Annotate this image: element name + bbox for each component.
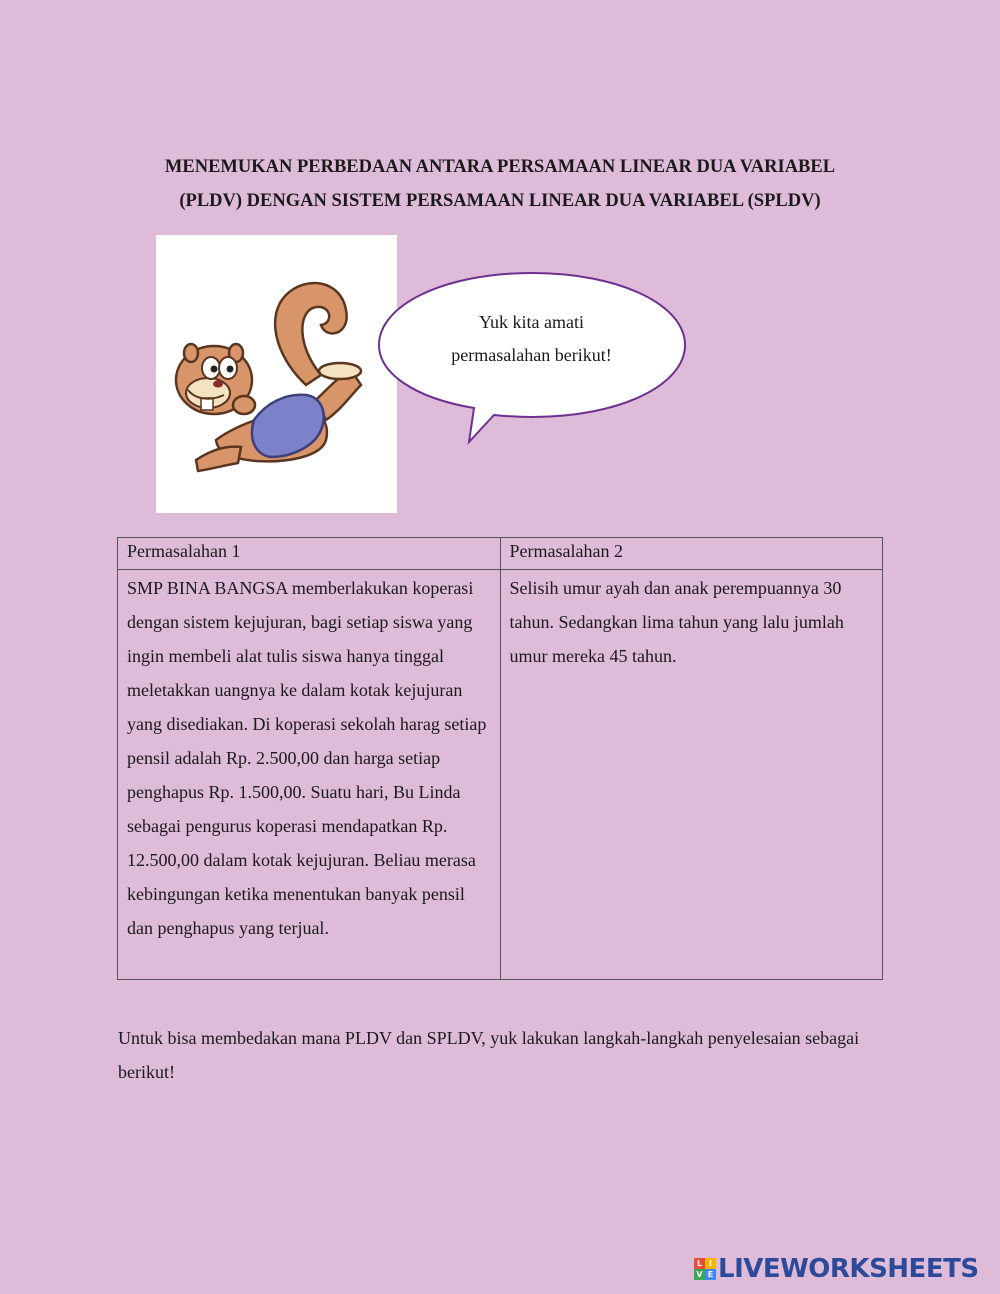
bubble-line-1: Yuk kita amati	[479, 312, 584, 332]
logo-letter-l: L	[694, 1258, 705, 1269]
problem-1-header: Permasalahan 1	[118, 538, 501, 570]
logo-cube-icon	[694, 1258, 716, 1280]
bubble-line-2: permasalahan berikut!	[451, 345, 612, 365]
instruction-text: Untuk bisa membedakan mana PLDV dan SPLDV, yuk lakukan langkah-langkah penyelesaian sebagai berikut!	[118, 1028, 860, 1082]
problem-1-body: SMP BINA BANGSA memberlakukan koperasi dengan sistem kejujuran, bagi setiap siswa yang ingin membeli alat tulis siswa hanya tinggal meletakkan uangnya ke dalam kotak kejujuran yang disediakan. Di koperasi sekolah harag setiap pensil adalah Rp. 2.500,00 dan harga setiap penghapus Rp. 1.500,00. Suatu hari, Bu Linda sebagai pengurus koperasi mendapatkan Rp. 12.500,00 dalam kotak kejujuran. Beliau merasa kebingungan ketika menentukan banyak pensil dan penghapus yang terjual.	[118, 570, 501, 980]
speech-bubble-text	[429, 306, 634, 372]
page-title	[100, 150, 900, 218]
problems-table	[117, 537, 883, 980]
title-line-2: (PLDV) DENGAN SISTEM PERSAMAAN LINEAR DUA VARIABEL (SPLDV)	[179, 191, 821, 211]
speech-bubble	[374, 268, 694, 448]
logo-letter-v: V	[694, 1269, 705, 1280]
squirrel-icon	[156, 235, 397, 513]
table-row	[118, 570, 883, 980]
liveworksheets-logo	[694, 1255, 979, 1283]
logo-letter-i: I	[705, 1258, 716, 1269]
problem-2-header: Permasalahan 2	[500, 538, 883, 570]
table-header-row	[118, 538, 883, 570]
logo-wordmark: LIVEWORKSHEETS	[718, 1254, 979, 1284]
title-line-1: MENEMUKAN PERBEDAAN ANTARA PERSAMAAN LINEAR DUA VARIABEL	[164, 157, 836, 177]
logo-letter-e: E	[705, 1269, 716, 1280]
squirrel-illustration	[156, 235, 397, 513]
problem-2-body: Selisih umur ayah dan anak perempuannya 30 tahun. Sedangkan lima tahun yang lalu jumlah umur mereka 45 tahun.	[500, 570, 883, 980]
